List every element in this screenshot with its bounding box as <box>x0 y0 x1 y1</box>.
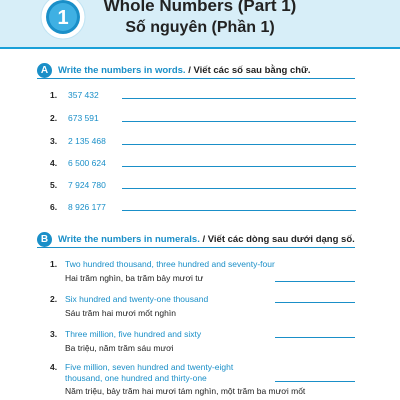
section-a-item <box>50 89 356 103</box>
answer-line[interactable] <box>122 188 356 189</box>
item-value: 2 135 468 <box>68 136 106 146</box>
item-value: 8 926 177 <box>68 202 106 212</box>
section-b-item <box>50 258 360 288</box>
item-value: 7 924 780 <box>68 180 106 190</box>
section-b-item <box>50 361 360 399</box>
item-number: 2. <box>50 113 58 123</box>
item-number: 1. <box>50 90 58 100</box>
answer-line[interactable] <box>122 144 356 145</box>
section-b-instruction-vi: / Viết các dòng sau dưới dạng số. <box>202 234 355 245</box>
item-number: 4. <box>50 158 58 168</box>
section-a-item <box>50 135 356 149</box>
section-a-item <box>50 201 356 215</box>
item-number: 3. <box>50 136 58 146</box>
item-vietnamese: Sáu trăm hai mươi mốt nghìn <box>65 308 176 318</box>
item-english-line1: Five million, seven hundred and twenty-eight <box>65 362 234 372</box>
section-a-item <box>50 112 356 126</box>
answer-line[interactable] <box>275 302 355 303</box>
section-b-letter: B <box>37 232 52 247</box>
item-english: Six hundred and twenty-one thousand <box>65 294 209 304</box>
section-b-header <box>37 233 355 248</box>
section-b-item <box>50 293 360 323</box>
section-a-item <box>50 179 356 193</box>
item-vietnamese: Ba triệu, năm trăm sáu mươi <box>65 343 174 353</box>
item-english-line2: thousand, one hundred and thirty-one <box>65 373 207 383</box>
answer-line[interactable] <box>122 166 356 167</box>
item-number: 6. <box>50 202 58 212</box>
section-a-letter: A <box>37 63 52 78</box>
item-value: 6 500 624 <box>68 158 106 168</box>
item-number: 3. <box>50 329 58 339</box>
answer-line[interactable] <box>275 381 355 382</box>
item-vietnamese: Năm triệu, bảy trăm hai mươi tám nghìn, một trăm ba mươi mốt <box>65 386 306 396</box>
item-number: 5. <box>50 180 58 190</box>
title-english: Whole Numbers (Part 1) <box>103 0 297 15</box>
page-header <box>0 0 400 49</box>
section-a-header <box>37 64 355 79</box>
section-a-instruction-vi: / Viết các số sau bằng chữ. <box>188 65 311 76</box>
answer-line[interactable] <box>275 281 355 282</box>
answer-line[interactable] <box>122 98 356 99</box>
answer-line[interactable] <box>275 337 355 338</box>
section-b-instruction-en: Write the numbers in numerals. <box>58 234 200 245</box>
title-vietnamese: Số nguyên (Phần 1) <box>125 19 275 36</box>
item-english: Two hundred thousand, three hundred and seventy-four <box>65 259 275 269</box>
section-a-instruction-en: Write the numbers in words. <box>58 65 186 76</box>
answer-line[interactable] <box>122 210 356 211</box>
item-number: 4. <box>50 362 58 372</box>
section-b-item <box>50 328 360 358</box>
badge-number: 1 <box>57 7 69 29</box>
answer-line[interactable] <box>122 121 356 122</box>
item-vietnamese: Hai trăm nghìn, ba trăm bảy mươi tư <box>65 273 204 283</box>
item-value: 357 432 <box>68 90 99 100</box>
item-english: Three million, five hundred and sixty <box>65 329 202 339</box>
item-number: 2. <box>50 294 58 304</box>
item-value: 673 591 <box>68 113 99 123</box>
item-number: 1. <box>50 259 58 269</box>
section-a-item <box>50 157 356 171</box>
